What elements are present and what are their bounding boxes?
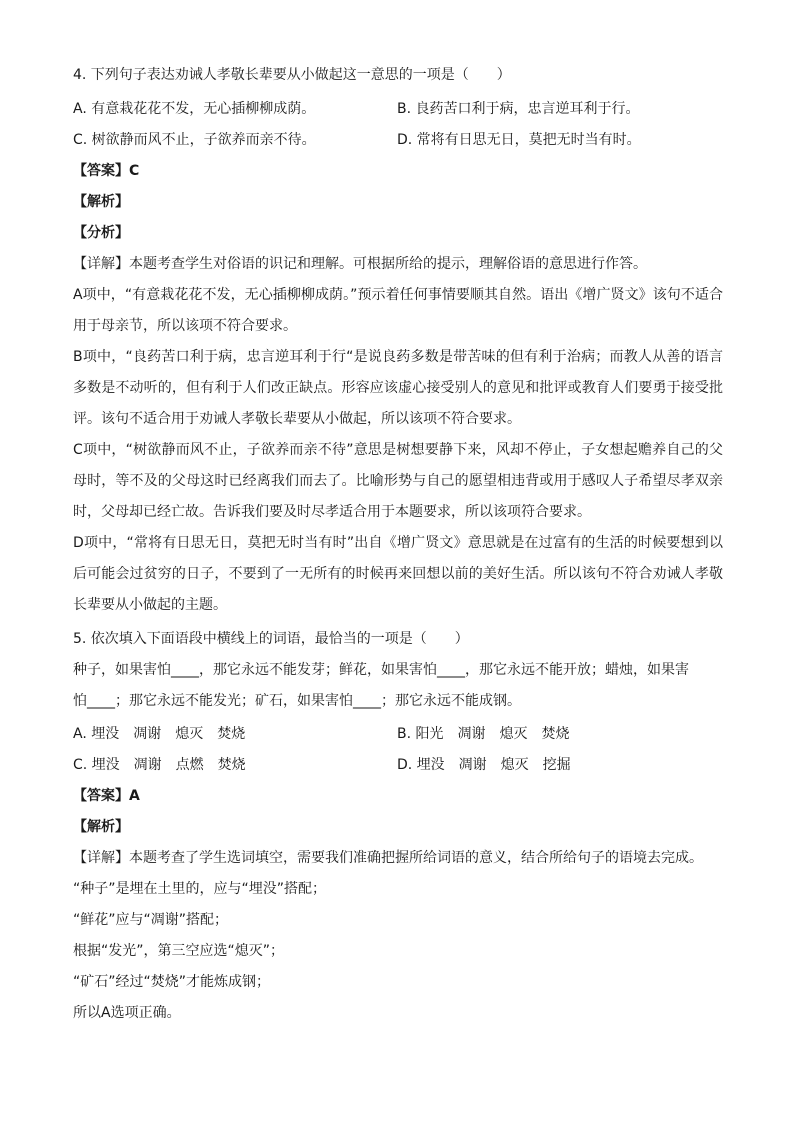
q5-option-a: A. 埋没 凋谢 熄灭 焚烧 [73, 726, 246, 742]
q5-note-4: “矿石”经过“焚烧”才能炼成钢； [73, 974, 271, 990]
q5-note-5: 所以A选项正确。 [73, 1005, 181, 1021]
q5-xiangjie: 【详解】本题考查了学生选词填空，需要我们准确把握所给词语的意义，结合所给句子的语境去完成。 [73, 850, 703, 866]
q5-jiexi-heading: 【解析】 [73, 819, 129, 835]
q5-passage-line2: 怕____；那它永远不能发光；矿石，如果害怕____；那它永远不能成钢。 [73, 693, 521, 709]
q4-option-a: A. 有意栽花花不发，无心插柳柳成荫。 [73, 101, 316, 117]
q4-analysis-d: D项中，“常将有日思无日，莫把无时当有时”出自《增广贤文》意思就是在过富有的生活的时候要想到以后可能会过贫穷的日子，不要到了一无所有的时候再来回想以前的美好生活。所以该句不符合劝诫人孝敬长辈要从小做起的主题。 [73, 535, 723, 613]
q5-option-d: D. 埋没 凋谢 熄灭 挖掘 [397, 757, 571, 773]
q4-analysis-a: A项中，“有意栽花花不发，无心插柳柳成荫。”预示着任何事情要顺其自然。语出《增广贤文》该句不适合用于母亲节，所以该项不符合要求。 [73, 287, 723, 334]
q4-xiangjie: 【详解】本题考查学生对俗语的识记和理解。可根据所给的提示，理解俗语的意思进行作答。 [73, 256, 647, 272]
q5-note-1: “种子”是埋在土里的，应与“埋没”搭配； [73, 881, 327, 897]
q4-option-b: B. 良药苦口利于病，忠言逆耳利于行。 [397, 101, 640, 117]
q4-stem: 4. 下列句子表达劝诫人孝敬长辈要从小做起这一意思的一项是（ ） [73, 67, 511, 83]
q5-answer: 【答案】A [73, 788, 140, 804]
q4-jiexi-heading: 【解析】 [73, 194, 129, 210]
q4-analysis-c: C项中，“树欲静而风不止，子欲养而亲不待”意思是树想要静下来，风却不停止，子女想起赡养自己的父母时，等不及的父母这时已经离我们而去了。比喻形势与自己的愿望相违背或用于感叹人子希望尽孝双亲时，父母却已经亡故。告诉我们要及时尽孝适合用于本题要求，所以该项符合要求。 [73, 442, 723, 520]
q4-option-d: D. 常将有日思无日，莫把无时当有时。 [397, 132, 641, 148]
q5-passage-line1: 种子，如果害怕____，那它永远不能发芽；鲜花，如果害怕____，那它永远不能开放；蜡烛，如果害 [73, 662, 689, 678]
q4-option-c: C. 树欲静而风不止，子欲养而亲不待。 [73, 132, 316, 148]
q4-answer: 【答案】C [73, 163, 140, 179]
q5-note-2: “鲜花”应与“凋谢”搭配； [73, 912, 229, 928]
q5-option-c: C. 埋没 凋谢 点燃 焚烧 [73, 757, 246, 773]
q5-note-3: 根据“发光”，第三空应选“熄灭”； [73, 943, 285, 959]
q4-analysis-b: B项中，“良药苦口利于病，忠言逆耳利于行“是说良药多数是带苦味的但有利于治病；而教人从善的语言多数是不动听的，但有利于人们改正缺点。形容应该虚心接受别人的意见和批评或教育人们要勇于接受批评。该句不适合用于劝诫人孝敬长辈要从小做起，所以该项不符合要求。 [73, 349, 723, 427]
q4-fenxi-heading: 【分析】 [73, 225, 129, 241]
q5-option-b: B. 阳光 凋谢 熄灭 焚烧 [397, 726, 570, 742]
q5-stem: 5. 依次填入下面语段中横线上的词语，最恰当的一项是（ ） [73, 631, 469, 647]
